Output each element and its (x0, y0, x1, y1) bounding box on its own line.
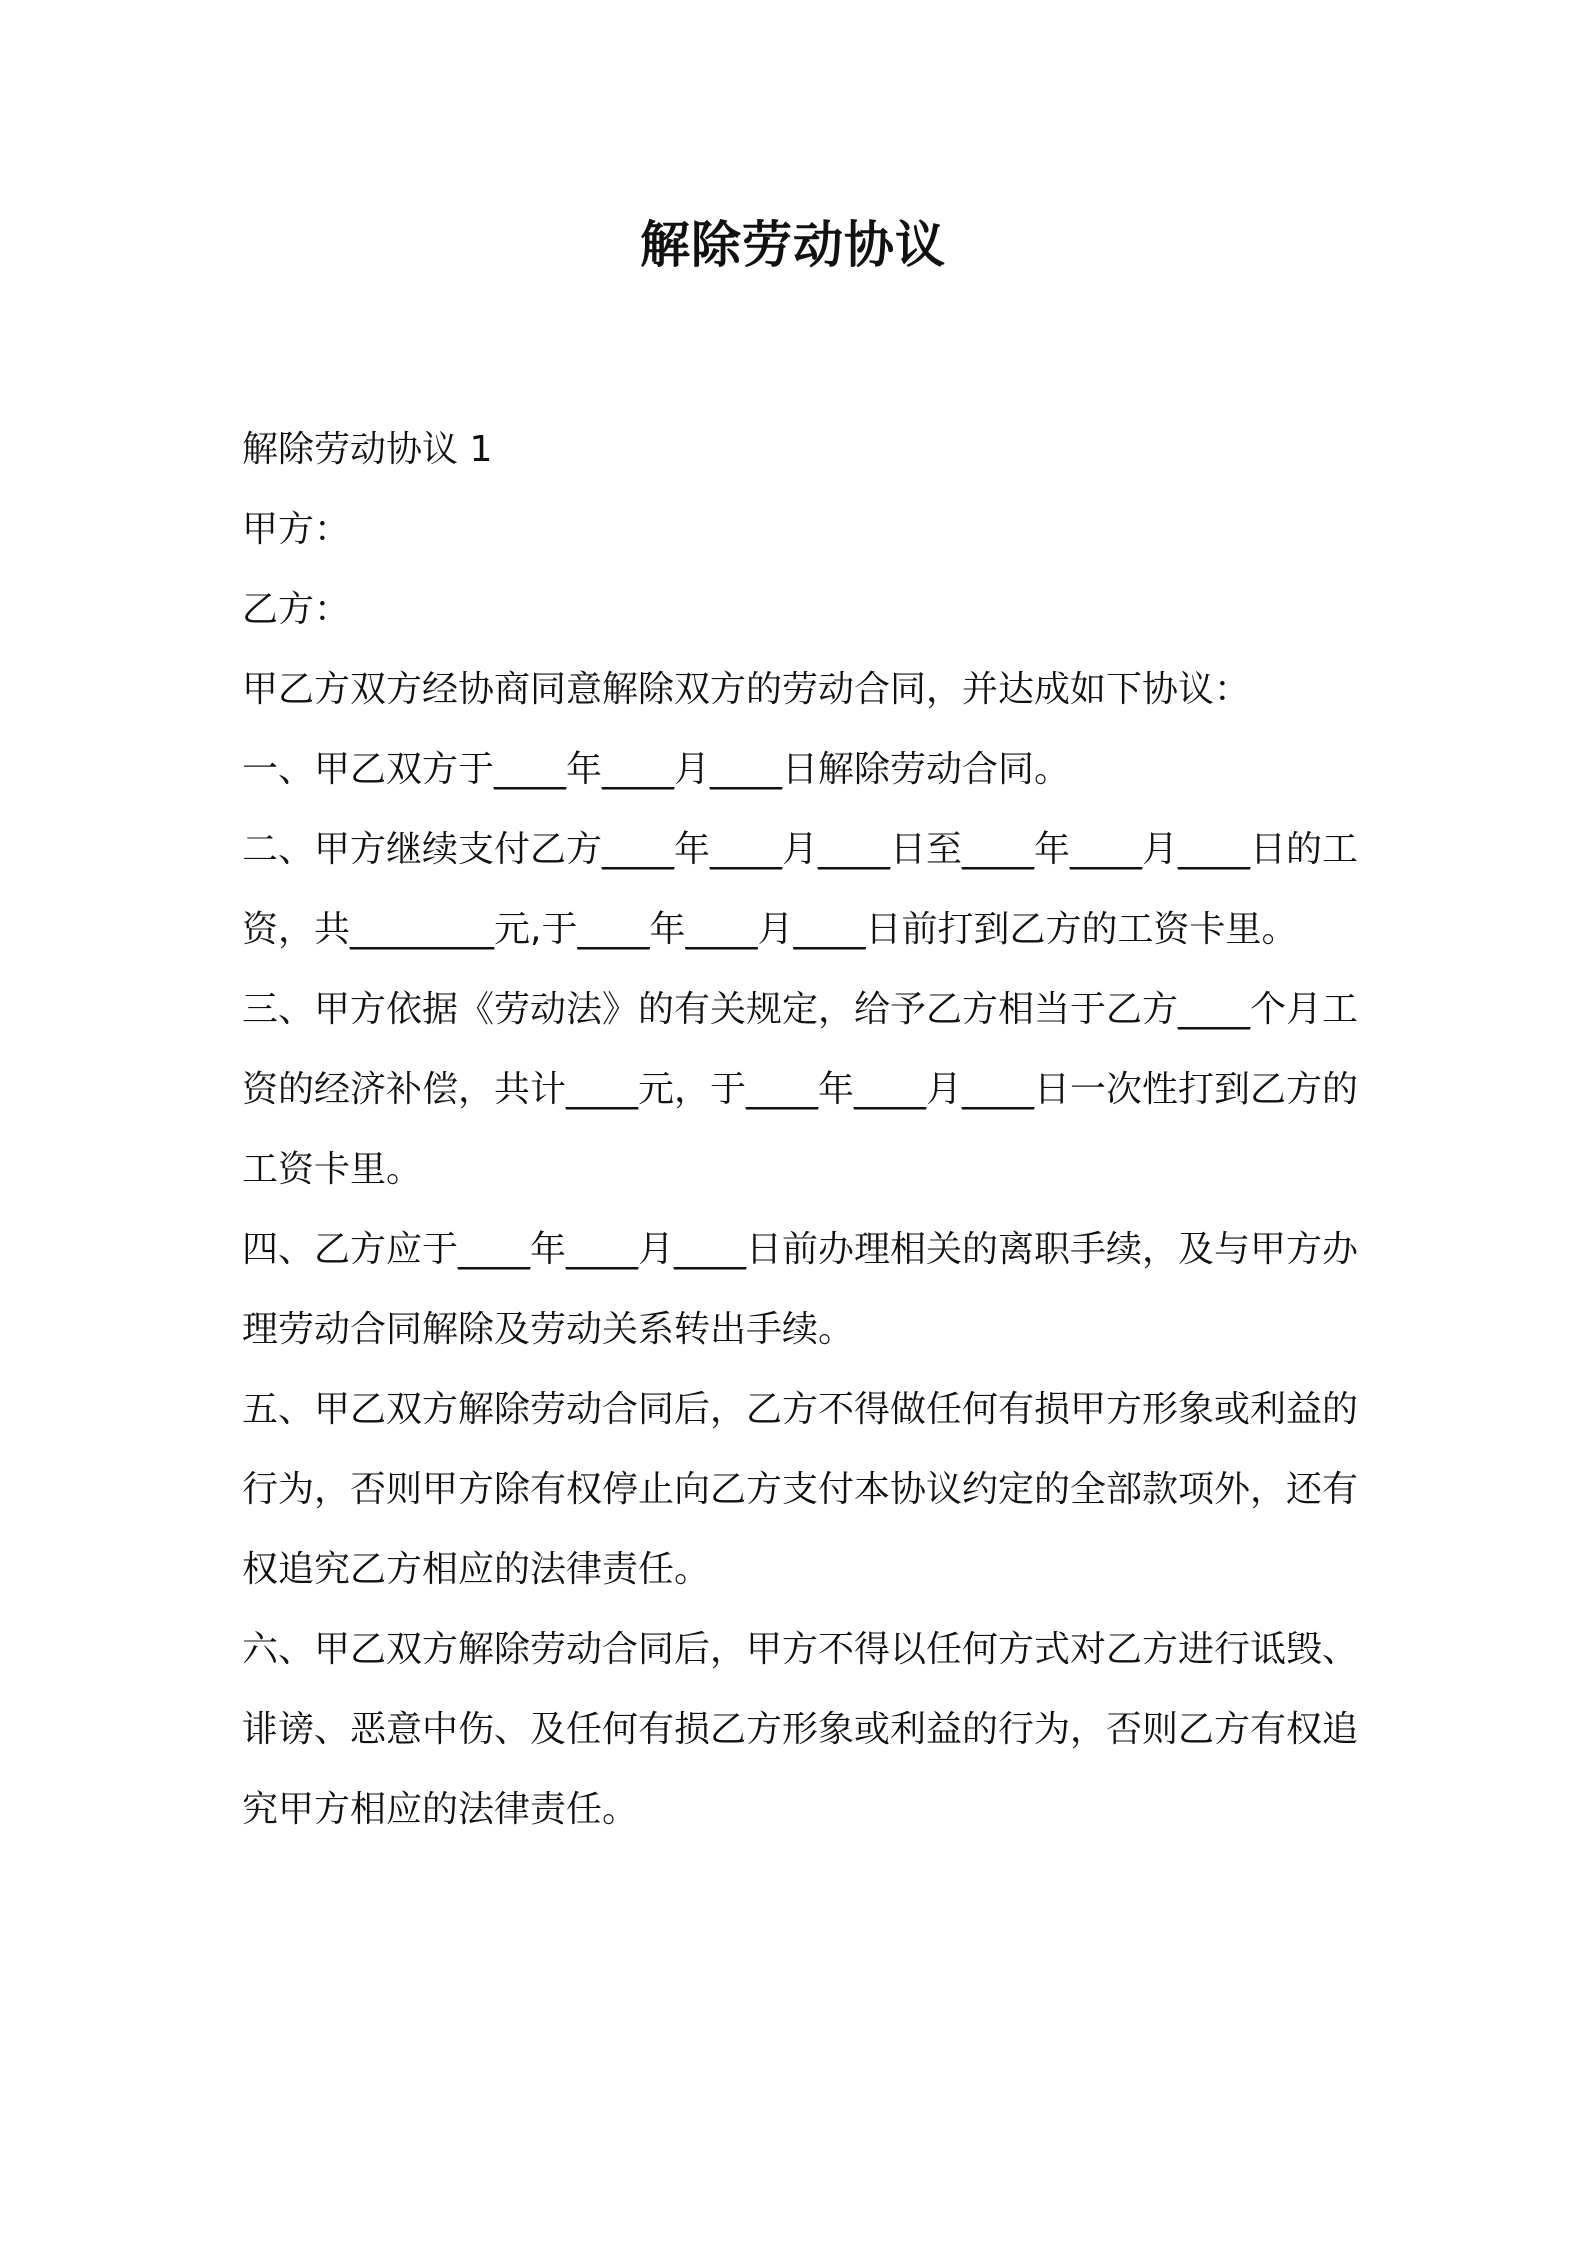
clause-5: 五、甲乙双方解除劳动合同后，乙方不得做任何有损甲方形象或利益的行为，否则甲方除有权停止向乙方支付本协议约定的全部款项外，还有权追究乙方相应的法律责任。 (242, 1389, 1359, 1590)
intro-paragraph: 甲乙方双方经协商同意解除双方的劳动合同，并达成如下协议： (242, 669, 1251, 710)
clause-4: 四、乙方应于____年____月____日前办理相关的离职手续，及与甲方办理劳动合同解除及劳动关系转出手续。 (242, 1229, 1359, 1350)
document-title: 解除劳动协议 (640, 216, 946, 274)
party-a-line: 甲方： (242, 509, 351, 550)
clause-6: 六、甲乙双方解除劳动合同后，甲方不得以任何方式对乙方进行诋毁、诽谤、恶意中伤、及任何有损乙方形象或利益的行为，否则乙方有权追究甲方相应的法律责任。 (242, 1629, 1359, 1830)
party-b-line: 乙方： (242, 589, 351, 630)
clause-2: 二、甲方继续支付乙方____年____月____日至____年____月____日的工资，共________元,于____年____月____日前打到乙方的工资卡里。 (242, 829, 1359, 950)
clause-3: 三、甲方依据《劳动法》的有关规定，给予乙方相当于乙方____个月工资的经济补偿，共计____元，于____年____月____日一次性打到乙方的工资卡里。 (242, 989, 1359, 1190)
clause-1: 一、甲乙双方于____年____月____日解除劳动合同。 (242, 749, 1071, 790)
document-body (242, 410, 1362, 1850)
agreement-subtitle: 解除劳动协议 1 (242, 429, 493, 470)
